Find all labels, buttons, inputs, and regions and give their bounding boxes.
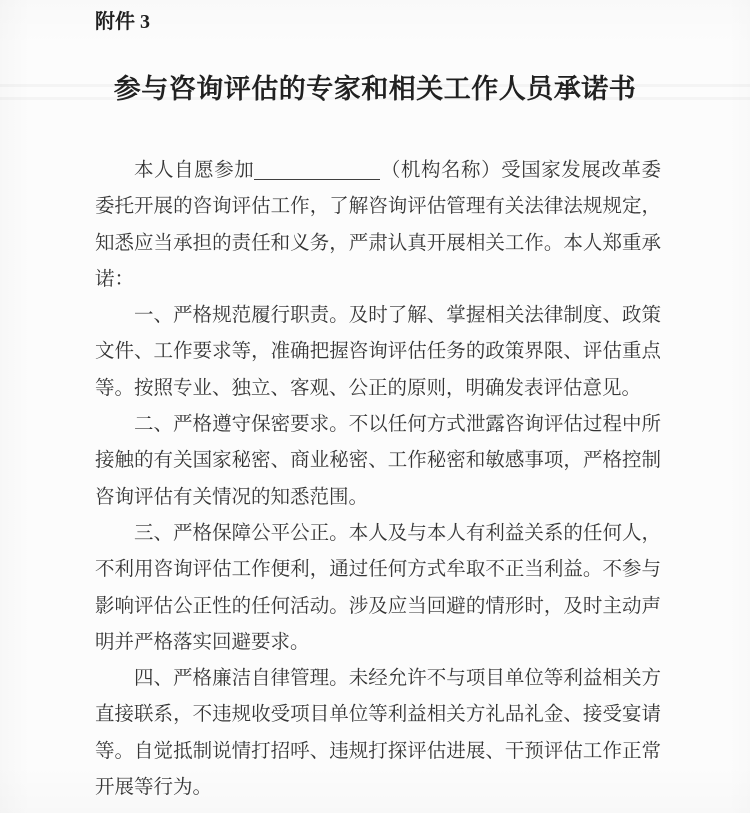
document-body bbox=[95, 153, 661, 806]
paragraph-text: 三、严格保障公平公正。本人及与本人有利益关系的任何人，不利用咨询评估工作便利，通过任何方式牟取不正当利益。不参与影响评估公正性的任何活动。涉及应当回避的情形时，及时主动声明并严格落实回避要求。 bbox=[95, 522, 661, 653]
paragraph-text: 一、严格规范履行职责。及时了解、掌握相关法律制度、政策文件、工作要求等，准确把握咨询评估任务的政策界限、评估重点等。按照专业、独立、客观、公正的原则，明确发表评估意见。 bbox=[95, 305, 661, 399]
paragraph bbox=[95, 516, 661, 661]
paragraph bbox=[95, 298, 661, 407]
page-title: 参与咨询评估的专家和相关工作人员承诺书 bbox=[113, 74, 637, 104]
paragraph bbox=[95, 407, 661, 516]
paragraph bbox=[95, 661, 661, 806]
paragraph bbox=[95, 153, 661, 298]
paragraph-text: （机构名称）受国家发展改革委委托开展的咨询评估工作，了解咨询评估管理有关法律法规规定，知悉应当承担的责任和义务，严肃认真开展相关工作。本人郑重承诺： bbox=[95, 160, 661, 290]
paragraph-text: 本人自愿参加 bbox=[134, 160, 255, 181]
paragraph-text: 四、严格廉洁自律管理。未经允许不与项目单位等利益相关方直接联系，不违规收受项目单位等利益相关方礼品礼金、接受宴请等。自觉抵制说情打招呼、违规打探评估进展、干预评估工作正常开展等行为。 bbox=[95, 668, 661, 799]
paragraph-text: 二、严格遵守保密要求。不以任何方式泄露咨询评估过程中所接触的有关国家秘密、商业秘密、工作秘密和敏感事项，严格控制咨询评估有关情况的知悉范围。 bbox=[95, 414, 661, 508]
attachment-label: 附件 3 bbox=[95, 11, 150, 33]
fill-in-blank-line bbox=[254, 161, 380, 181]
